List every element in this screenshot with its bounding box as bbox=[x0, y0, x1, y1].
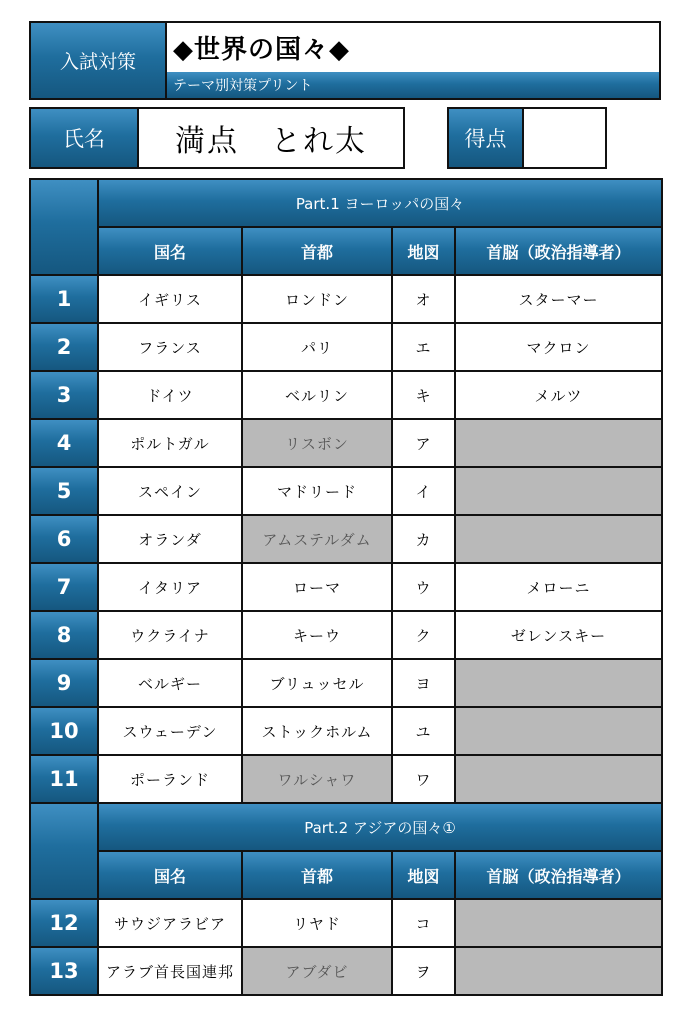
section-title-row bbox=[30, 179, 662, 227]
capital-cell: リスボン bbox=[242, 419, 392, 467]
leader-cell: スターマー bbox=[455, 275, 662, 323]
table-row bbox=[30, 659, 662, 707]
country-cell: イギリス bbox=[98, 275, 242, 323]
table-row bbox=[30, 899, 662, 947]
leader-cell[interactable] bbox=[455, 659, 662, 707]
row-number: 6 bbox=[30, 515, 98, 563]
leader-cell: マクロン bbox=[455, 323, 662, 371]
leader-cell: メローニ bbox=[455, 563, 662, 611]
map-cell: ア bbox=[392, 419, 455, 467]
worksheet-subtitle: テーマ別対策プリント bbox=[167, 72, 659, 98]
capital-cell: パリ bbox=[242, 323, 392, 371]
leader-cell[interactable] bbox=[455, 947, 662, 995]
column-header-leader: 首脳（政治指導者） bbox=[455, 851, 662, 899]
capital-cell: ロンドン bbox=[242, 275, 392, 323]
name-label: 氏名 bbox=[31, 109, 139, 167]
column-header-map: 地図 bbox=[392, 851, 455, 899]
exam-prep-tag: 入試対策 bbox=[31, 23, 167, 98]
section-title: Part.1 ヨーロッパの国々 bbox=[98, 179, 662, 227]
row-number: 5 bbox=[30, 467, 98, 515]
column-header-leader: 首脳（政治指導者） bbox=[455, 227, 662, 275]
row-number: 12 bbox=[30, 899, 98, 947]
row-number: 1 bbox=[30, 275, 98, 323]
leader-cell[interactable] bbox=[455, 707, 662, 755]
leader-cell[interactable] bbox=[455, 755, 662, 803]
score-value[interactable] bbox=[524, 109, 605, 167]
row-number: 10 bbox=[30, 707, 98, 755]
map-cell: ウ bbox=[392, 563, 455, 611]
capital-cell: マドリード bbox=[242, 467, 392, 515]
score-field bbox=[447, 107, 607, 169]
country-cell: イタリア bbox=[98, 563, 242, 611]
country-cell: サウジアラビア bbox=[98, 899, 242, 947]
table-row bbox=[30, 611, 662, 659]
worksheet-header bbox=[29, 21, 661, 100]
map-cell: コ bbox=[392, 899, 455, 947]
row-number: 13 bbox=[30, 947, 98, 995]
table-row bbox=[30, 275, 662, 323]
row-number: 11 bbox=[30, 755, 98, 803]
row-number: 7 bbox=[30, 563, 98, 611]
country-cell: フランス bbox=[98, 323, 242, 371]
capital-cell: ローマ bbox=[242, 563, 392, 611]
column-header-capital: 首都 bbox=[242, 851, 392, 899]
leader-cell[interactable] bbox=[455, 419, 662, 467]
quiz-table bbox=[29, 178, 663, 996]
row-number: 4 bbox=[30, 419, 98, 467]
country-cell: ポーランド bbox=[98, 755, 242, 803]
leader-cell[interactable] bbox=[455, 515, 662, 563]
table-row bbox=[30, 563, 662, 611]
map-cell: エ bbox=[392, 323, 455, 371]
worksheet-title: ◆世界の国々◆ bbox=[167, 23, 659, 72]
row-number: 8 bbox=[30, 611, 98, 659]
leader-cell[interactable] bbox=[455, 899, 662, 947]
map-cell: ヲ bbox=[392, 947, 455, 995]
country-cell: スウェーデン bbox=[98, 707, 242, 755]
country-cell: ウクライナ bbox=[98, 611, 242, 659]
section-title-row bbox=[30, 803, 662, 851]
column-header-row bbox=[30, 227, 662, 275]
table-row bbox=[30, 755, 662, 803]
capital-cell: アムステルダム bbox=[242, 515, 392, 563]
name-value[interactable]: 満点 とれ太 bbox=[175, 124, 367, 159]
map-cell: イ bbox=[392, 467, 455, 515]
table-row bbox=[30, 467, 662, 515]
table-row bbox=[30, 947, 662, 995]
country-cell: ベルギー bbox=[98, 659, 242, 707]
map-cell: ヨ bbox=[392, 659, 455, 707]
name-field bbox=[29, 107, 405, 169]
section-title: Part.2 アジアの国々① bbox=[98, 803, 662, 851]
country-cell: ポルトガル bbox=[98, 419, 242, 467]
capital-cell: キーウ bbox=[242, 611, 392, 659]
capital-cell: リヤド bbox=[242, 899, 392, 947]
capital-cell: アブダビ bbox=[242, 947, 392, 995]
table-row bbox=[30, 515, 662, 563]
leader-cell: メルツ bbox=[455, 371, 662, 419]
map-cell: ク bbox=[392, 611, 455, 659]
country-cell: オランダ bbox=[98, 515, 242, 563]
map-cell: ユ bbox=[392, 707, 455, 755]
country-cell: スペイン bbox=[98, 467, 242, 515]
leader-cell: ゼレンスキー bbox=[455, 611, 662, 659]
column-header-map: 地図 bbox=[392, 227, 455, 275]
column-header-capital: 首都 bbox=[242, 227, 392, 275]
map-cell: ワ bbox=[392, 755, 455, 803]
column-header-row bbox=[30, 851, 662, 899]
capital-cell: ストックホルム bbox=[242, 707, 392, 755]
table-row bbox=[30, 707, 662, 755]
row-number: 9 bbox=[30, 659, 98, 707]
row-number: 3 bbox=[30, 371, 98, 419]
capital-cell: ブリュッセル bbox=[242, 659, 392, 707]
capital-cell: ワルシャワ bbox=[242, 755, 392, 803]
column-header-country: 国名 bbox=[98, 851, 242, 899]
score-label: 得点 bbox=[449, 109, 524, 167]
column-header-country: 国名 bbox=[98, 227, 242, 275]
leader-cell[interactable] bbox=[455, 467, 662, 515]
map-cell: キ bbox=[392, 371, 455, 419]
capital-cell: ベルリン bbox=[242, 371, 392, 419]
section-corner-cell bbox=[30, 179, 98, 275]
section-corner-cell bbox=[30, 803, 98, 899]
map-cell: オ bbox=[392, 275, 455, 323]
table-row bbox=[30, 419, 662, 467]
country-cell: アラブ首長国連邦 bbox=[98, 947, 242, 995]
map-cell: カ bbox=[392, 515, 455, 563]
country-cell: ドイツ bbox=[98, 371, 242, 419]
row-number: 2 bbox=[30, 323, 98, 371]
table-row bbox=[30, 323, 662, 371]
table-row bbox=[30, 371, 662, 419]
